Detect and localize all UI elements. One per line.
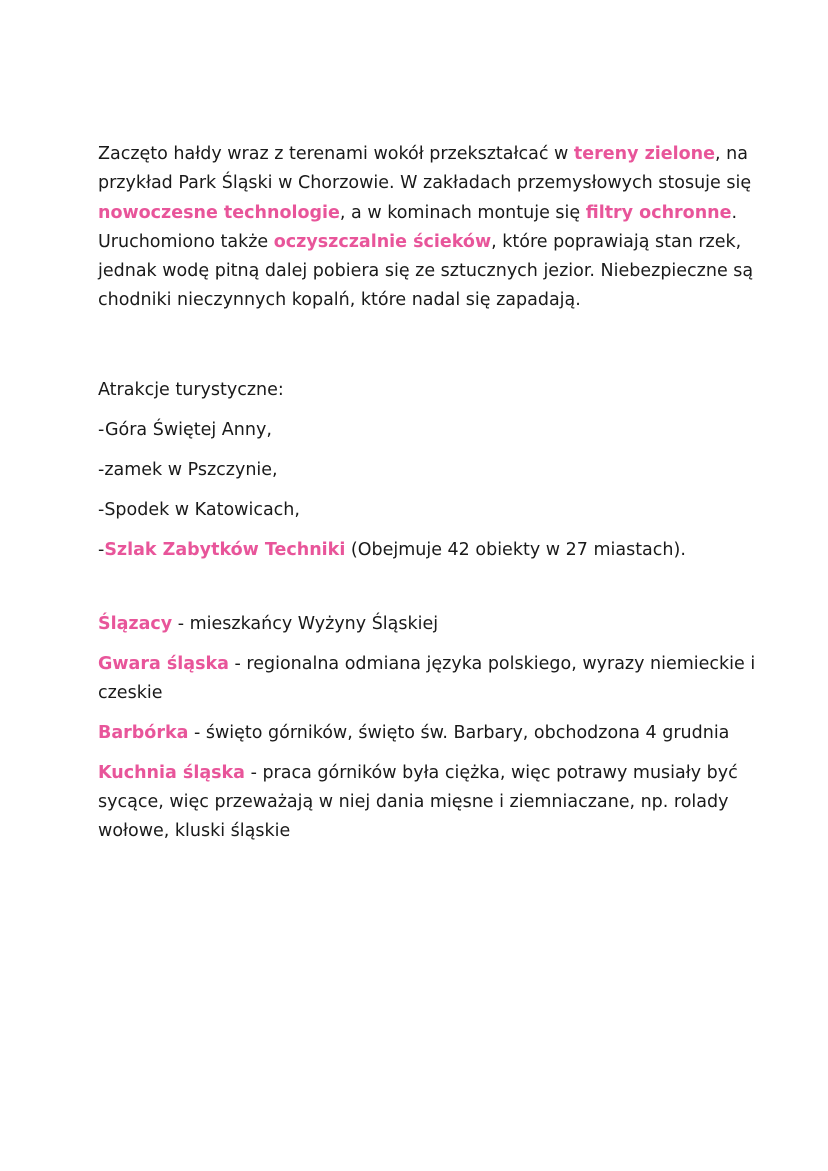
intro-text-1: Zaczęto hałdy wraz z terenami wokół przekształcać w bbox=[98, 144, 574, 164]
definition-item bbox=[98, 719, 758, 748]
highlight-nowoczesne-technologie: nowoczesne technologie bbox=[98, 202, 340, 223]
highlight-oczyszczalnie-sciekow: oczyszczalnie ścieków bbox=[273, 231, 492, 252]
definition-desc: - mieszkańcy Wyżyny Śląskiej bbox=[172, 613, 439, 634]
intro-text-5: , które poprawiają stan rzek, jednak wodę pitną dalej pobiera się ze sztucznych jezior. Niebezpieczne są chodniki nieczynnych kopalń, które nadal się zapadają. bbox=[98, 231, 754, 311]
definitions-section bbox=[98, 610, 758, 846]
definition-term: Barbórka bbox=[98, 722, 189, 743]
attraction-item: -zamek w Pszczynie, bbox=[98, 459, 278, 480]
highlight-filtry-ochronne: filtry ochronne bbox=[585, 202, 732, 223]
definition-desc: - regionalna odmiana języka polskiego, wyrazy niemieckie i czeskie bbox=[98, 653, 756, 703]
highlight-szlak-zabytkow-techniki: Szlak Zabytków Techniki bbox=[104, 539, 346, 560]
attraction-item-szlak bbox=[98, 530, 758, 570]
definition-item bbox=[98, 650, 758, 708]
intro-text-2: , na przykład Park Śląski w Chorzowie. W zakładach przemysłowych stosuje się bbox=[98, 144, 752, 194]
attraction-item: -Spodek w Katowicach, bbox=[98, 499, 300, 520]
intro-text-4: . Uruchomiono także bbox=[98, 202, 738, 252]
highlight-tereny-zielone: tereny zielone bbox=[573, 144, 715, 164]
attraction-rest: (Obejmuje 42 obiekty w 27 miastach). bbox=[345, 539, 686, 560]
definition-desc: - praca górników była ciężka, więc potrawy musiały być sycące, więc przeważają w niej dania mięsne i ziemniaczane, np. rolady wołowe, kluski śląskie bbox=[98, 762, 738, 841]
definition-term: Kuchnia śląska bbox=[98, 762, 245, 783]
attractions-heading: Atrakcje turystyczne: bbox=[98, 379, 284, 400]
intro-text-3: , a w kominach montuje się bbox=[339, 202, 586, 223]
definition-term: Gwara śląska bbox=[98, 653, 229, 674]
definition-term: Ślązacy bbox=[98, 613, 173, 634]
intro-paragraph bbox=[98, 140, 758, 316]
definition-item bbox=[98, 759, 758, 846]
definition-desc: - święto górników, święto św. Barbary, obchodzona 4 grudnia bbox=[188, 722, 730, 743]
attraction-item: -Góra Świętej Anny, bbox=[98, 419, 272, 440]
definition-item bbox=[98, 610, 758, 639]
attraction-prefix: - bbox=[98, 539, 105, 560]
attractions-section bbox=[98, 370, 758, 570]
page-content bbox=[98, 140, 758, 857]
